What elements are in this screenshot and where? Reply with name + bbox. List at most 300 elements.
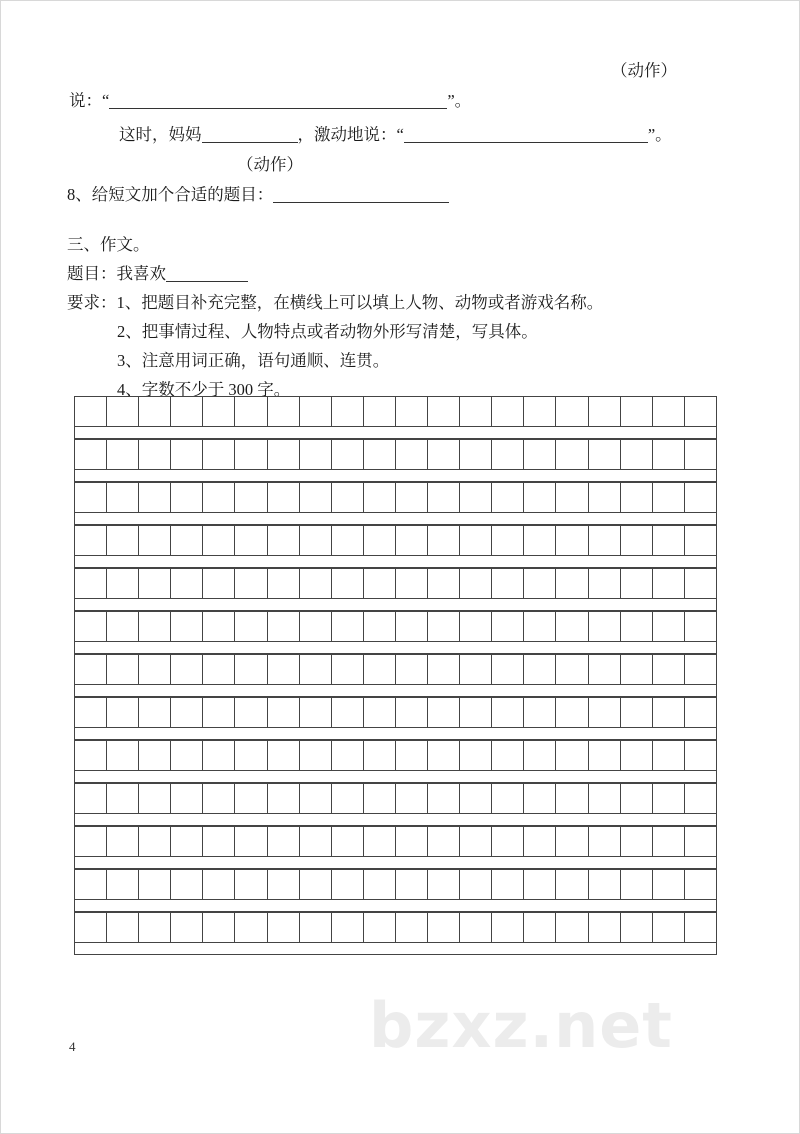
grid-cell[interactable] [556,569,588,598]
grid-cell[interactable] [589,612,621,641]
grid-cell[interactable] [460,440,492,469]
grid-cell[interactable] [364,612,396,641]
grid-cell[interactable] [171,827,203,856]
grid-cell[interactable] [492,741,524,770]
grid-cell[interactable] [396,569,428,598]
grid-cell[interactable] [589,827,621,856]
grid-cell[interactable] [203,569,235,598]
grid-cell[interactable] [396,483,428,512]
grid-cell[interactable] [556,827,588,856]
grid-cell[interactable] [300,483,332,512]
grid-cell[interactable] [589,913,621,942]
grid-cell[interactable] [235,440,267,469]
grid-cell[interactable] [332,698,364,727]
grid-cell[interactable] [75,569,107,598]
grid-cell[interactable] [235,870,267,899]
grid-cell[interactable] [460,526,492,555]
grid-cell[interactable] [75,440,107,469]
grid-cell[interactable] [75,483,107,512]
grid-cell[interactable] [621,870,653,899]
grid-cell[interactable] [364,655,396,684]
grid-cell[interactable] [589,483,621,512]
grid-cell[interactable] [139,698,171,727]
grid-cell[interactable] [107,827,139,856]
grid-cell[interactable] [556,526,588,555]
grid-gap-row [74,771,717,783]
grid-cell[interactable] [621,483,653,512]
grid-cell[interactable] [203,655,235,684]
grid-cell[interactable] [235,612,267,641]
line-say-prefix: 说：“ [69,91,110,110]
grid-cell[interactable] [589,870,621,899]
grid-cell[interactable] [621,741,653,770]
grid-cell[interactable] [685,913,716,942]
grid-cell[interactable] [203,440,235,469]
grid-cell[interactable] [203,526,235,555]
grid-cell[interactable] [685,483,716,512]
grid-cell[interactable] [171,612,203,641]
grid-cell[interactable] [492,526,524,555]
grid-cell[interactable] [107,440,139,469]
grid-cell[interactable] [589,397,621,426]
grid-cell[interactable] [685,569,716,598]
grid-cell[interactable] [268,483,300,512]
grid-cell[interactable] [171,741,203,770]
grid-cell[interactable] [653,440,685,469]
grid-gap-row [74,685,717,697]
grid-cell[interactable] [139,913,171,942]
grid-cell[interactable] [268,741,300,770]
grid-cell[interactable] [268,440,300,469]
grid-cell[interactable] [653,913,685,942]
grid-cell[interactable] [203,483,235,512]
grid-cell[interactable] [235,784,267,813]
grid-cell[interactable] [75,784,107,813]
grid-cell[interactable] [685,870,716,899]
grid-cell[interactable] [235,397,267,426]
grid-cell[interactable] [460,397,492,426]
grid-cell[interactable] [428,440,460,469]
grid-cell[interactable] [524,483,556,512]
grid-cell[interactable] [364,483,396,512]
grid-cell[interactable] [300,827,332,856]
grid-cell[interactable] [428,913,460,942]
grid-cell[interactable] [75,397,107,426]
grid-cell[interactable] [428,784,460,813]
grid-cell[interactable] [589,440,621,469]
grid-cell[interactable] [428,655,460,684]
blank-say[interactable] [109,95,447,109]
grid-cell[interactable] [171,698,203,727]
grid-cell[interactable] [268,612,300,641]
grid-cell[interactable] [492,397,524,426]
grid-cell[interactable] [556,612,588,641]
grid-cell[interactable] [460,698,492,727]
grid-cell[interactable] [171,526,203,555]
grid-row[interactable] [74,439,717,470]
grid-cell[interactable] [139,827,171,856]
grid-cell[interactable] [171,655,203,684]
grid-cell[interactable] [396,612,428,641]
grid-cell[interactable] [524,913,556,942]
grid-cell[interactable] [364,397,396,426]
grid-cell[interactable] [460,870,492,899]
grid-cell[interactable] [107,741,139,770]
grid-cell[interactable] [621,569,653,598]
grid-cell[interactable] [524,655,556,684]
grid-cell[interactable] [428,397,460,426]
grid-cell[interactable] [268,397,300,426]
grid-cell[interactable] [396,655,428,684]
question-8 [67,187,449,204]
grid-cell[interactable] [685,698,716,727]
grid-cell[interactable] [75,526,107,555]
grid-cell[interactable] [235,483,267,512]
grid-cell[interactable] [235,698,267,727]
grid-cell[interactable] [556,483,588,512]
grid-cell[interactable] [107,526,139,555]
grid-cell[interactable] [139,870,171,899]
grid-cell[interactable] [460,827,492,856]
grid-cell[interactable] [556,741,588,770]
grid-cell[interactable] [428,483,460,512]
grid-cell[interactable] [139,655,171,684]
grid-cell[interactable] [235,741,267,770]
grid-row[interactable] [74,740,717,771]
grid-cell[interactable] [589,784,621,813]
grid-cell[interactable] [235,913,267,942]
grid-cell[interactable] [621,526,653,555]
grid-cell[interactable] [75,698,107,727]
grid-cell[interactable] [524,741,556,770]
grid-cell[interactable] [107,913,139,942]
grid-row[interactable] [74,697,717,728]
grid-cell[interactable] [556,784,588,813]
grid-cell[interactable] [428,698,460,727]
grid-cell[interactable] [492,483,524,512]
grid-cell[interactable] [364,698,396,727]
grid-cell[interactable] [203,741,235,770]
grid-cell[interactable] [332,612,364,641]
grid-cell[interactable] [75,827,107,856]
action-hint-top: （动作） [611,61,677,80]
grid-cell[interactable] [460,913,492,942]
grid-cell[interactable] [460,569,492,598]
grid-cell[interactable] [653,784,685,813]
grid-cell[interactable] [524,827,556,856]
grid-cell[interactable] [171,397,203,426]
blank-mother-speech[interactable] [404,129,648,143]
grid-cell[interactable] [171,784,203,813]
grid-row[interactable] [74,912,717,943]
grid-cell[interactable] [428,870,460,899]
grid-cell[interactable] [428,612,460,641]
grid-cell[interactable] [203,397,235,426]
grid-cell[interactable] [460,741,492,770]
blank-question-8[interactable] [273,189,449,203]
grid-cell[interactable] [300,784,332,813]
grid-cell[interactable] [556,913,588,942]
grid-cell[interactable] [589,569,621,598]
grid-cell[interactable] [396,827,428,856]
line-say-suffix: ”。 [447,91,472,110]
grid-cell[interactable] [492,913,524,942]
grid-cell[interactable] [332,741,364,770]
grid-row[interactable] [74,482,717,513]
grid-cell[interactable] [139,612,171,641]
grid-row[interactable] [74,869,717,900]
line-say [69,93,471,110]
composition-grid[interactable] [74,396,717,955]
grid-cell[interactable] [107,612,139,641]
grid-cell[interactable] [428,526,460,555]
grid-cell[interactable] [171,440,203,469]
grid-cell[interactable] [139,526,171,555]
grid-cell[interactable] [332,397,364,426]
line-mother-suffix: ”。 [647,125,672,144]
grid-cell[interactable] [171,569,203,598]
grid-cell[interactable] [139,741,171,770]
grid-row[interactable] [74,568,717,599]
grid-cell[interactable] [524,526,556,555]
grid-cell[interactable] [653,569,685,598]
grid-cell[interactable] [332,526,364,555]
grid-row[interactable] [74,783,717,814]
grid-cell[interactable] [653,827,685,856]
grid-cell[interactable] [300,612,332,641]
grid-cell[interactable] [621,698,653,727]
grid-cell[interactable] [332,655,364,684]
grid-row[interactable] [74,525,717,556]
grid-cell[interactable] [460,655,492,684]
grid-cell[interactable] [492,784,524,813]
grid-cell[interactable] [300,655,332,684]
grid-cell[interactable] [107,784,139,813]
grid-cell[interactable] [524,612,556,641]
grid-cell[interactable] [139,483,171,512]
grid-cell[interactable] [139,569,171,598]
grid-cell[interactable] [621,397,653,426]
grid-cell[interactable] [235,569,267,598]
grid-cell[interactable] [492,655,524,684]
blank-composition-title[interactable] [166,268,248,282]
grid-cell[interactable] [396,870,428,899]
grid-cell[interactable] [524,397,556,426]
grid-cell[interactable] [428,569,460,598]
grid-cell[interactable] [556,870,588,899]
grid-cell[interactable] [332,569,364,598]
grid-cell[interactable] [139,440,171,469]
grid-cell[interactable] [364,913,396,942]
grid-row[interactable] [74,826,717,857]
grid-cell[interactable] [235,827,267,856]
grid-cell[interactable] [428,741,460,770]
grid-cell[interactable] [364,526,396,555]
grid-cell[interactable] [653,612,685,641]
grid-cell[interactable] [556,397,588,426]
grid-cell[interactable] [589,741,621,770]
grid-cell[interactable] [300,913,332,942]
grid-cell[interactable] [396,784,428,813]
grid-cell[interactable] [685,526,716,555]
grid-cell[interactable] [268,698,300,727]
composition-title-label: 题目：我喜欢 [67,264,166,283]
grid-cell[interactable] [524,870,556,899]
grid-cell[interactable] [589,526,621,555]
grid-cell[interactable] [107,698,139,727]
grid-cell[interactable] [685,784,716,813]
grid-cell[interactable] [107,655,139,684]
grid-cell[interactable] [332,913,364,942]
grid-cell[interactable] [653,655,685,684]
grid-cell[interactable] [300,741,332,770]
grid-row[interactable] [74,611,717,642]
grid-cell[interactable] [685,612,716,641]
grid-cell[interactable] [75,741,107,770]
grid-cell[interactable] [621,784,653,813]
grid-cell[interactable] [300,397,332,426]
grid-cell[interactable] [268,784,300,813]
grid-cell[interactable] [621,440,653,469]
grid-cell[interactable] [492,569,524,598]
grid-cell[interactable] [300,440,332,469]
line-mother-middle: ，激动地说：“ [297,125,404,144]
grid-cell[interactable] [268,870,300,899]
grid-cell[interactable] [653,483,685,512]
grid-gap-row [74,642,717,654]
requirement-line-4: 4、字数不少于 300 字。 [117,380,291,399]
grid-cell[interactable] [492,612,524,641]
grid-cell[interactable] [524,440,556,469]
grid-cell[interactable] [364,827,396,856]
line-mother-prefix: 这时，妈妈 [119,125,202,144]
grid-cell[interactable] [75,870,107,899]
grid-cell[interactable] [492,440,524,469]
blank-mother-action[interactable] [202,129,298,143]
grid-cell[interactable] [203,784,235,813]
grid-cell[interactable] [107,397,139,426]
grid-cell[interactable] [235,526,267,555]
grid-cell[interactable] [492,698,524,727]
grid-cell[interactable] [396,526,428,555]
grid-cell[interactable] [685,741,716,770]
grid-cell[interactable] [332,784,364,813]
grid-cell[interactable] [396,913,428,942]
grid-cell[interactable] [653,397,685,426]
grid-cell[interactable] [75,612,107,641]
grid-cell[interactable] [171,913,203,942]
composition-heading: 三、作文。 [67,235,150,254]
grid-cell[interactable] [268,569,300,598]
grid-cell[interactable] [524,569,556,598]
grid-cell[interactable] [139,784,171,813]
grid-cell[interactable] [300,698,332,727]
grid-gap-row [74,857,717,869]
grid-cell[interactable] [364,569,396,598]
grid-cell[interactable] [653,741,685,770]
grid-cell[interactable] [364,741,396,770]
grid-cell[interactable] [556,655,588,684]
grid-cell[interactable] [268,913,300,942]
site-watermark: bzxz.net [369,989,673,1062]
grid-cell[interactable] [460,784,492,813]
grid-cell[interactable] [300,569,332,598]
grid-cell[interactable] [589,655,621,684]
grid-cell[interactable] [621,913,653,942]
grid-cell[interactable] [107,483,139,512]
grid-cell[interactable] [364,784,396,813]
grid-cell[interactable] [524,784,556,813]
grid-cell[interactable] [300,526,332,555]
grid-cell[interactable] [685,440,716,469]
grid-cell[interactable] [268,655,300,684]
grid-cell[interactable] [396,698,428,727]
grid-cell[interactable] [653,698,685,727]
grid-cell[interactable] [396,741,428,770]
grid-cell[interactable] [524,698,556,727]
grid-cell[interactable] [685,655,716,684]
grid-cell[interactable] [589,698,621,727]
grid-cell[interactable] [203,612,235,641]
grid-cell[interactable] [268,827,300,856]
grid-cell[interactable] [460,612,492,641]
grid-cell[interactable] [621,612,653,641]
grid-cell[interactable] [171,483,203,512]
grid-cell[interactable] [203,870,235,899]
grid-cell[interactable] [203,698,235,727]
grid-cell[interactable] [203,913,235,942]
grid-cell[interactable] [396,397,428,426]
grid-cell[interactable] [268,526,300,555]
grid-cell[interactable] [492,870,524,899]
grid-cell[interactable] [556,698,588,727]
grid-cell[interactable] [300,870,332,899]
grid-cell[interactable] [460,483,492,512]
grid-cell[interactable] [621,827,653,856]
grid-gap-row [74,470,717,482]
grid-row[interactable] [74,654,717,685]
grid-cell[interactable] [75,913,107,942]
grid-cell[interactable] [107,569,139,598]
grid-cell[interactable] [171,870,203,899]
grid-cell[interactable] [75,655,107,684]
grid-cell[interactable] [107,870,139,899]
grid-cell[interactable] [332,440,364,469]
grid-cell[interactable] [653,526,685,555]
requirement-text-1: 1、把题目补充完整，在横线上可以填上人物、动物或者游戏名称。 [116,293,604,312]
grid-cell[interactable] [203,827,235,856]
grid-cell[interactable] [332,827,364,856]
grid-cell[interactable] [556,440,588,469]
grid-gap-row [74,900,717,912]
grid-row[interactable] [74,396,717,427]
grid-cell[interactable] [364,870,396,899]
grid-cell[interactable] [621,655,653,684]
grid-cell[interactable] [685,827,716,856]
grid-cell[interactable] [332,483,364,512]
grid-cell[interactable] [332,870,364,899]
grid-cell[interactable] [685,397,716,426]
grid-cell[interactable] [396,440,428,469]
composition-title-line [67,266,248,283]
grid-gap-row [74,943,717,955]
grid-cell[interactable] [139,397,171,426]
grid-cell[interactable] [235,655,267,684]
grid-cell[interactable] [428,827,460,856]
grid-cell[interactable] [364,440,396,469]
grid-cell[interactable] [653,870,685,899]
grid-cell[interactable] [492,827,524,856]
